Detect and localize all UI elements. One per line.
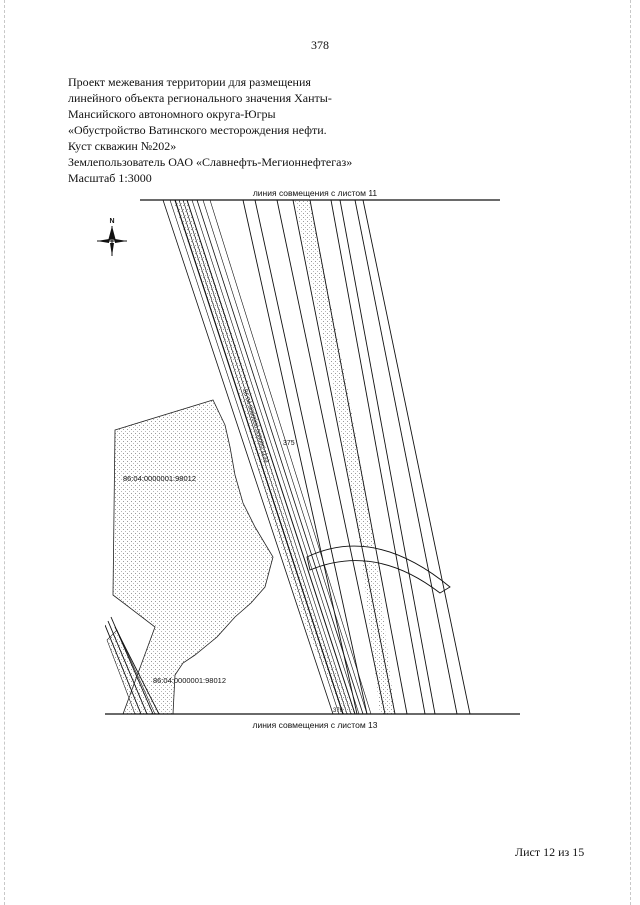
- left-scan-edge: [4, 0, 5, 905]
- header-line-3: Мансийского автономного округа-Югры: [68, 107, 276, 121]
- header-line-2: линейного объекта регионального значения Ханты-: [68, 91, 332, 105]
- point-label-375: 375: [283, 440, 295, 447]
- header-line-1: Проект межевания территории для размещения: [68, 75, 311, 89]
- point-label-376: 376: [333, 708, 344, 714]
- header-line-5: Куст скважин №202»: [68, 139, 177, 153]
- header-line-4: «Обустройство Ватинского месторождения нефти.: [68, 123, 327, 137]
- corridor-label: 86:04:0000000:000000:1133: [241, 388, 270, 464]
- header-line-6: Землепользователь ОАО «Славнефть-Мегионнефтегаз»: [68, 155, 353, 169]
- land-parcel-98012: [113, 400, 273, 714]
- cadastral-map: [95, 185, 525, 745]
- header-line-7: Масштаб 1:3000: [68, 171, 152, 185]
- map-header: [68, 74, 398, 186]
- sheet-number: Лист 12 из 15: [515, 845, 585, 859]
- north-arrow-icon: [97, 226, 127, 256]
- parcel-label-2: 86:04:0000001:98012: [153, 676, 226, 685]
- bottom-match-line-label: линия совмещения с листом 13: [252, 720, 378, 730]
- top-match-line-label: линия совмещения с листом 11: [252, 188, 378, 198]
- right-scan-edge: [630, 0, 631, 905]
- north-label: N: [109, 218, 115, 225]
- page-number: 378: [311, 38, 329, 52]
- parcel-label-1: 86:04:0000001:98012: [123, 474, 196, 483]
